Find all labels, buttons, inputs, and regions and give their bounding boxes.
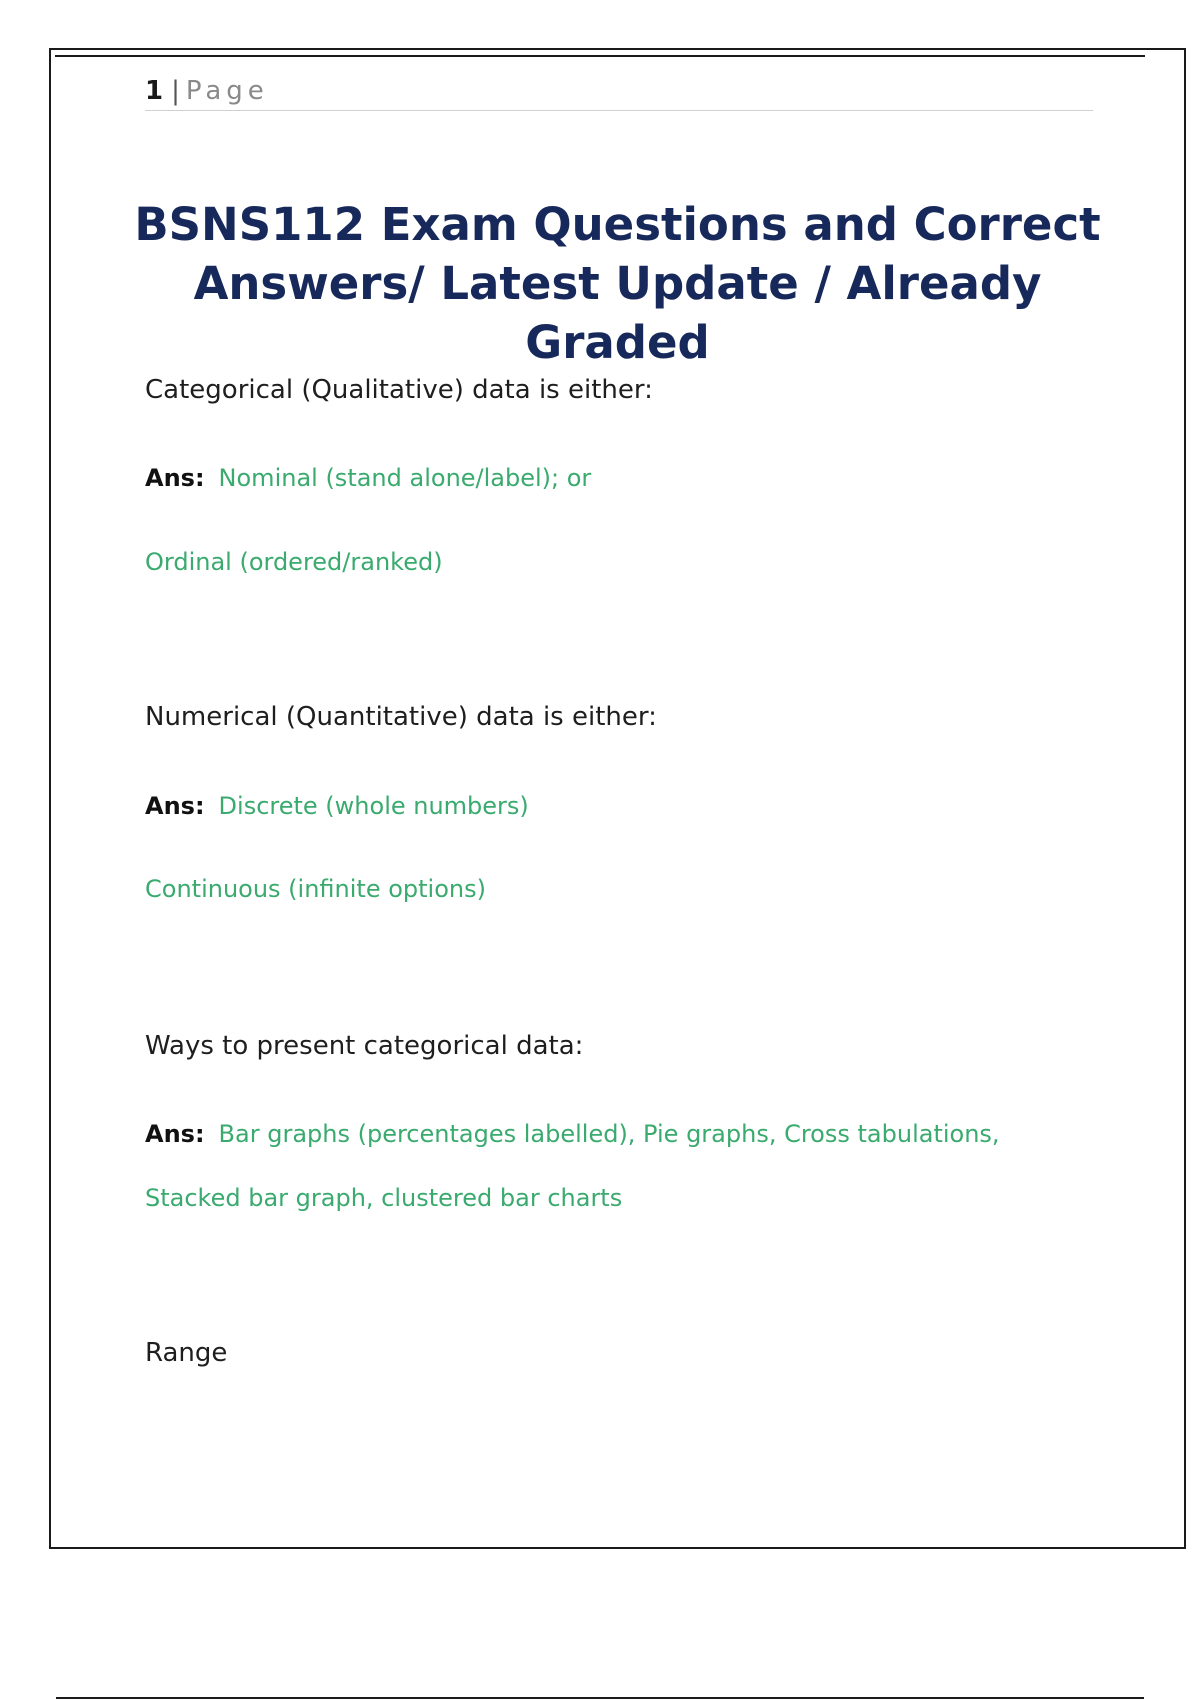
question-text: Range: [145, 1338, 228, 1368]
title-line-2: Answers/ Latest Update / Already: [193, 257, 1042, 310]
bottom-rule: [56, 1697, 1144, 1699]
answer-row: [145, 545, 1105, 579]
answer-row: [145, 789, 1105, 823]
answer-line-2: Continuous (infinite options): [145, 875, 486, 903]
qa-item-range: [145, 1336, 1105, 1370]
question-text: Numerical (Quantitative) data is either:: [145, 702, 657, 732]
answer-text: Nominal (stand alone/label); or: [218, 464, 592, 492]
answer-row: [145, 1181, 1105, 1215]
answer-line-2: Stacked bar graph, clustered bar charts: [145, 1184, 623, 1212]
question-text: Ways to present categorical data:: [145, 1031, 584, 1061]
ans-label: Ans:: [145, 1120, 205, 1148]
ans-label: Ans:: [145, 792, 205, 820]
title-line-3: Graded: [525, 316, 710, 369]
answer-line-1: [145, 461, 1105, 495]
title-line-1: BSNS112 Exam Questions and Correct: [134, 198, 1101, 251]
answer-line-1: [145, 789, 1105, 823]
answer-row: [145, 872, 1105, 906]
answer-row: [145, 461, 1105, 495]
qa-item-ways-to-present: [145, 1029, 1105, 1063]
page-separator: |: [171, 76, 180, 106]
page-header: [145, 74, 1093, 111]
document-title: [120, 195, 1115, 372]
answer-text: Bar graphs (percentages labelled), Pie graphs, Cross tabulations,: [218, 1120, 1000, 1148]
answer-row: [145, 1117, 1105, 1151]
top-rule: [55, 55, 1145, 57]
page-word: Page: [185, 76, 269, 106]
qa-item-categorical: [145, 373, 1105, 407]
ans-label: Ans:: [145, 464, 205, 492]
question-text: Categorical (Qualitative) data is either:: [145, 375, 653, 405]
page-number: 1: [145, 76, 164, 106]
answer-line-1: [145, 1117, 1105, 1151]
answer-text: Discrete (whole numbers): [218, 792, 529, 820]
answer-line-2: Ordinal (ordered/ranked): [145, 548, 443, 576]
qa-item-numerical: [145, 700, 1105, 734]
